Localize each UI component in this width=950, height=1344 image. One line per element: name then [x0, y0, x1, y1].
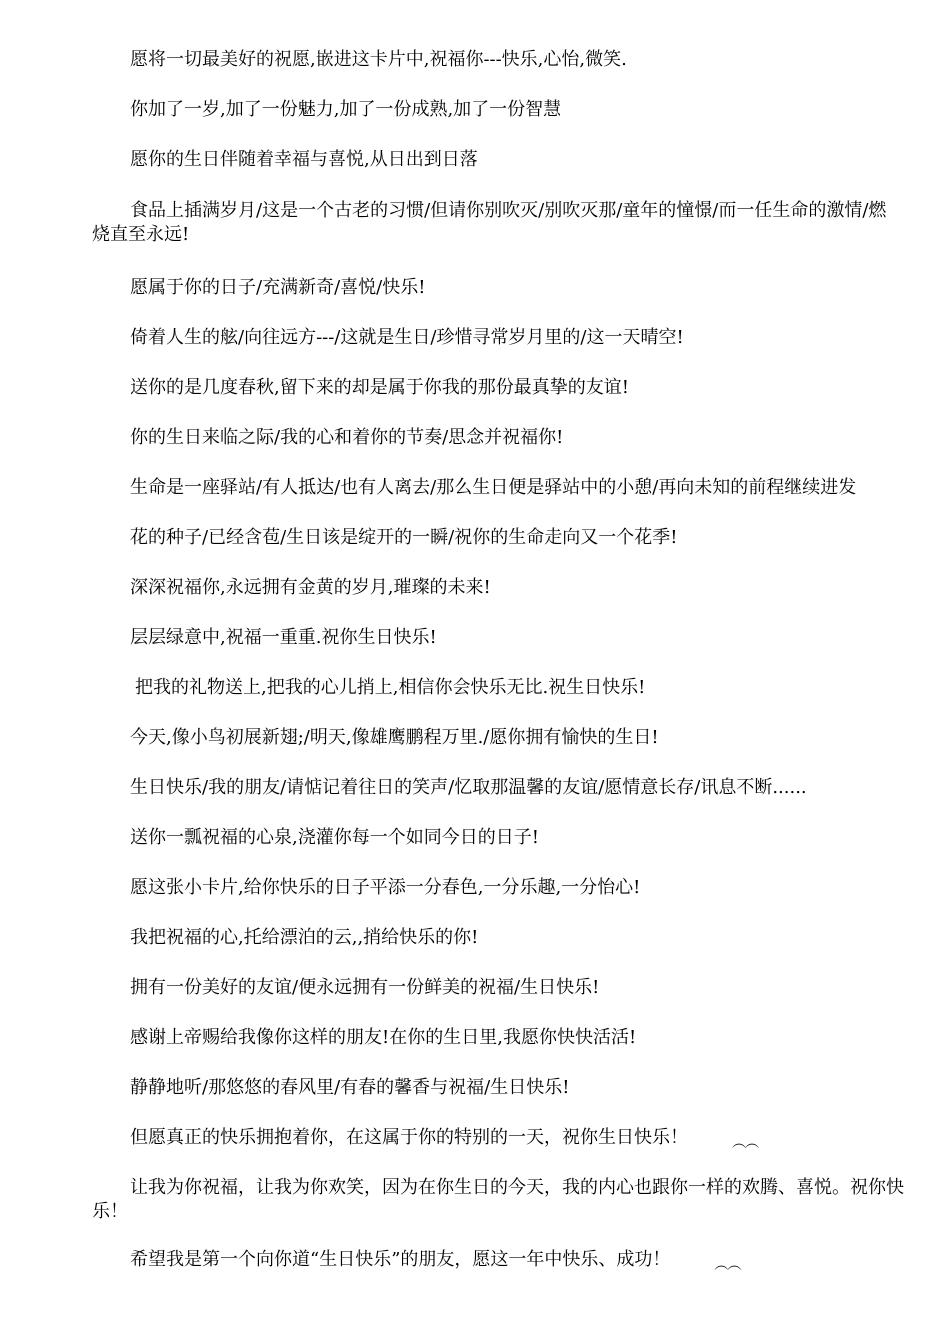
- paragraph-6: 倚着人生的舷/向往远方---/这就是生日/珍惜寻常岁月里的/这一天晴空!: [130, 327, 684, 348]
- paragraph-10: 花的种子/已经含苞/生日该是绽开的一瞬/祝你的生命走向又一个花季!: [130, 527, 678, 548]
- paragraph-17: 愿这张小卡片,给你快乐的日子平添一分春色,一分乐趣,一分怡心!: [130, 877, 641, 898]
- paragraph-22: [92, 1126, 904, 1155]
- paragraph-20: 感谢上帝赐给我像你这样的朋友!在你的生日里,我愿你快快活活!: [130, 1027, 637, 1048]
- paragraph-11: 深深祝福你,永远拥有金黄的岁月,璀璨的未来!: [130, 577, 491, 598]
- smiley-mark-2: ︵︵: [714, 1257, 741, 1273]
- paragraph-18: 我把祝福的心,托给漂泊的云,,捎给快乐的你!: [130, 927, 479, 948]
- paragraph-2: 你加了一岁,加了一份魅力,加了一份成熟,加了一份智慧: [130, 99, 562, 120]
- paragraph-14: 今天,像小鸟初展新翅;/明天,像雄鹰鹏程万里./愿你拥有愉快的生日!: [130, 727, 659, 748]
- paragraph-5: 愿属于你的日子/充满新奇/喜悦/快乐!: [130, 277, 426, 298]
- paragraph-12: 层层绿意中,祝福一重重.祝你生日快乐!: [130, 627, 437, 648]
- paragraph-7: 送你的是几度春秋,留下来的却是属于你我的那份最真挚的友谊!: [130, 377, 629, 398]
- paragraph-23: 让我为你祝福，让我为你欢笑，因为在你生日的今天，我的内心也跟你一样的欢腾、喜悦。祝你快乐！: [92, 1177, 904, 1222]
- paragraph-9: 生命是一座驿站/有人抵达/也有人离去/那么生日便是驿站中的小憩/再向未知的前程继续进发: [130, 477, 857, 498]
- paragraph-1: 愿将一切最美好的祝愿,嵌进这卡片中,祝福你---快乐,心怡,微笑.: [130, 49, 627, 70]
- paragraph-21: 静静地听/那悠悠的春风里/有春的馨香与祝福/生日快乐!: [130, 1077, 570, 1098]
- paragraph-3: 愿你的生日伴随着幸福与喜悦,从日出到日落: [130, 149, 478, 170]
- paragraph-16: 送你一瓢祝福的心泉,浇灌你每一个如同今日的日子!: [130, 827, 539, 848]
- paragraph-24: [92, 1248, 904, 1277]
- paragraph-4: 食品上插满岁月/这是一个古老的习惯/但请你别吹灭/别吹灭那/童年的憧憬/而一任生命的激情/燃烧直至永远!: [92, 200, 887, 245]
- paragraph-13: 把我的礼物送上,把我的心儿捎上,相信你会快乐无比.祝生日快乐!: [135, 677, 646, 698]
- paragraph-24-text: 希望我是第一个向你道“生日快乐”的朋友，愿这一年中快乐、成功！: [130, 1249, 671, 1270]
- smiley-mark: ︵︵: [732, 1135, 758, 1151]
- paragraph-8: 你的生日来临之际/我的心和着你的节奏/思念并祝福你!: [130, 427, 564, 448]
- paragraph-22-text: 但愿真正的快乐拥抱着你，在这属于你的特别的一天，祝你生日快乐！: [130, 1127, 688, 1148]
- paragraph-15: 生日快乐/我的朋友/请惦记着往日的笑声/忆取那温馨的友谊/愿情意长存/讯息不断......: [130, 777, 807, 798]
- paragraph-19: 拥有一份美好的友谊/便永远拥有一份鲜美的祝福/生日快乐!: [130, 977, 600, 998]
